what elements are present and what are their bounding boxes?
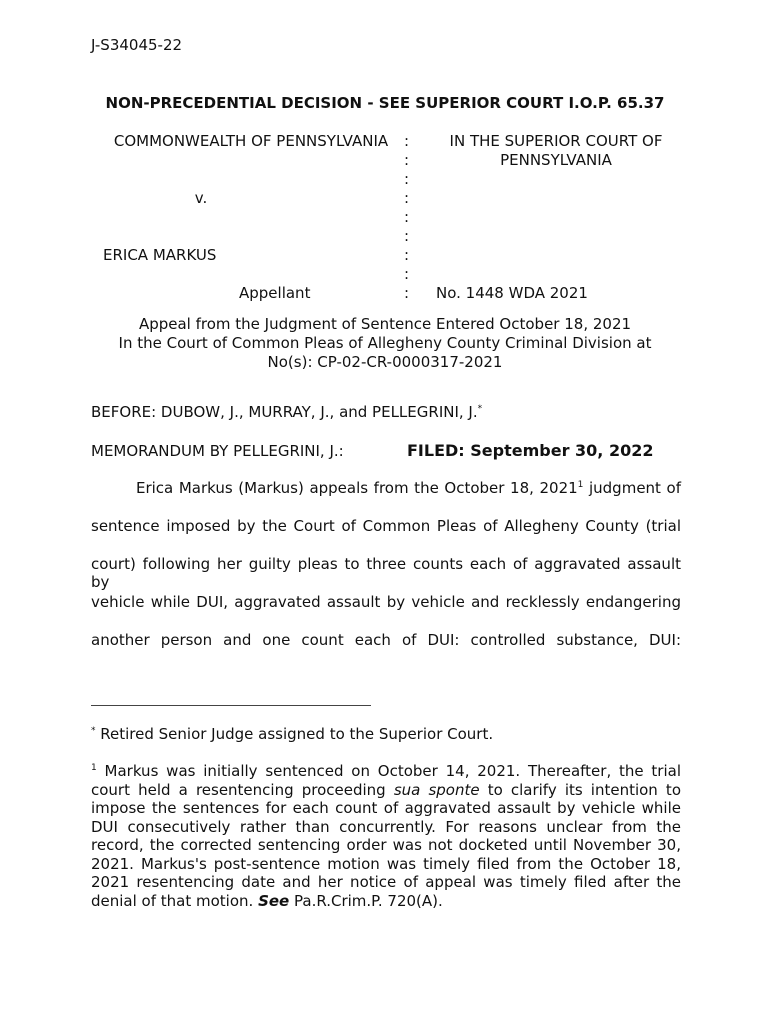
appeal-line-2: In the Court of Common Pleas of Allegheny County Criminal Division at <box>118 334 652 352</box>
body-line: sentence imposed by the Court of Common Pleas of Allegheny County (trial <box>91 517 681 535</box>
plaintiff-name: COMMONWEALTH OF PENNSYLVANIA <box>113 132 389 150</box>
caption-colon: : <box>404 151 410 169</box>
footnote-star: * Retired Senior Judge assigned to the Superior Court. <box>91 725 494 743</box>
caption-colon: : <box>404 170 410 188</box>
caption-colon: : <box>404 132 410 150</box>
court-name-line2: PENNSYLVANIA <box>500 151 612 169</box>
caption-colon: : <box>404 246 410 264</box>
body-line: vehicle while DUI, aggravated assault by vehicle and recklessly endangering <box>91 593 681 611</box>
panel-before <box>91 403 482 421</box>
footnote-star-marker: * <box>91 726 96 736</box>
caption-colon: : <box>404 265 410 283</box>
appeal-docket-number: No. 1448 WDA 2021 <box>436 284 588 302</box>
panel-text: BEFORE: DUBOW, J., MURRAY, J., and PELLEGRINI, J. <box>91 403 478 421</box>
appeal-line-1: Appeal from the Judgment of Sentence Entered October 18, 2021 <box>138 315 632 333</box>
footnote-divider <box>91 705 371 706</box>
caption-colon: : <box>404 284 410 302</box>
footnote-1-marker: 1 <box>91 763 97 773</box>
non-precedential-banner: NON-PRECEDENTIAL DECISION - SEE SUPERIOR COURT I.O.P. 65.37 <box>105 94 665 112</box>
memorandum-author: MEMORANDUM BY PELLEGRINI, J.: <box>91 442 344 460</box>
court-name-line1: IN THE SUPERIOR COURT OF <box>449 132 663 150</box>
defendant-name: ERICA MARKUS <box>103 246 217 264</box>
body-line: Erica Markus (Markus) appeals from the October 18, 2021$^1$ judgment of <box>136 479 681 497</box>
caption-colon: : <box>404 189 410 207</box>
caption-colon: : <box>404 227 410 245</box>
footnote-1: $^1$ Markus was initially sentenced on October 14, 2021. Thereafter, the trial court held a resentencing proceeding sua sponte to clarify its intention to impose the sentences for each count of aggravated assault by vehicle while DUI consecutively rather than concurrently. For reasons unclear from the record, the corrected sentencing order was not docketed until November 30, 2021. Markus's post-sentence motion was timely filed from the October 18, 2021 resentencing date and her notice of appeal was timely filed after the denial of that motion. See Pa.R.Crim.P. 720(A). <box>91 762 681 910</box>
footnote-1-ref: 1 <box>577 480 584 490</box>
caption-colon: : <box>404 208 410 226</box>
body-line: another person and one count each of DUI: controlled substance, DUI: <box>91 631 681 649</box>
versus: v. <box>194 189 208 207</box>
appellant-label: Appellant <box>239 284 311 302</box>
body-line: court) following her guilty pleas to three counts each of aggravated assault by <box>91 555 681 591</box>
filed-date: FILED: September 30, 2022 <box>407 441 654 460</box>
docket-id: J-S34045-22 <box>91 36 183 54</box>
appeal-line-3: No(s): CP-02-CR-0000317-2021 <box>267 353 503 371</box>
footnote-star-ref: * <box>477 404 483 414</box>
